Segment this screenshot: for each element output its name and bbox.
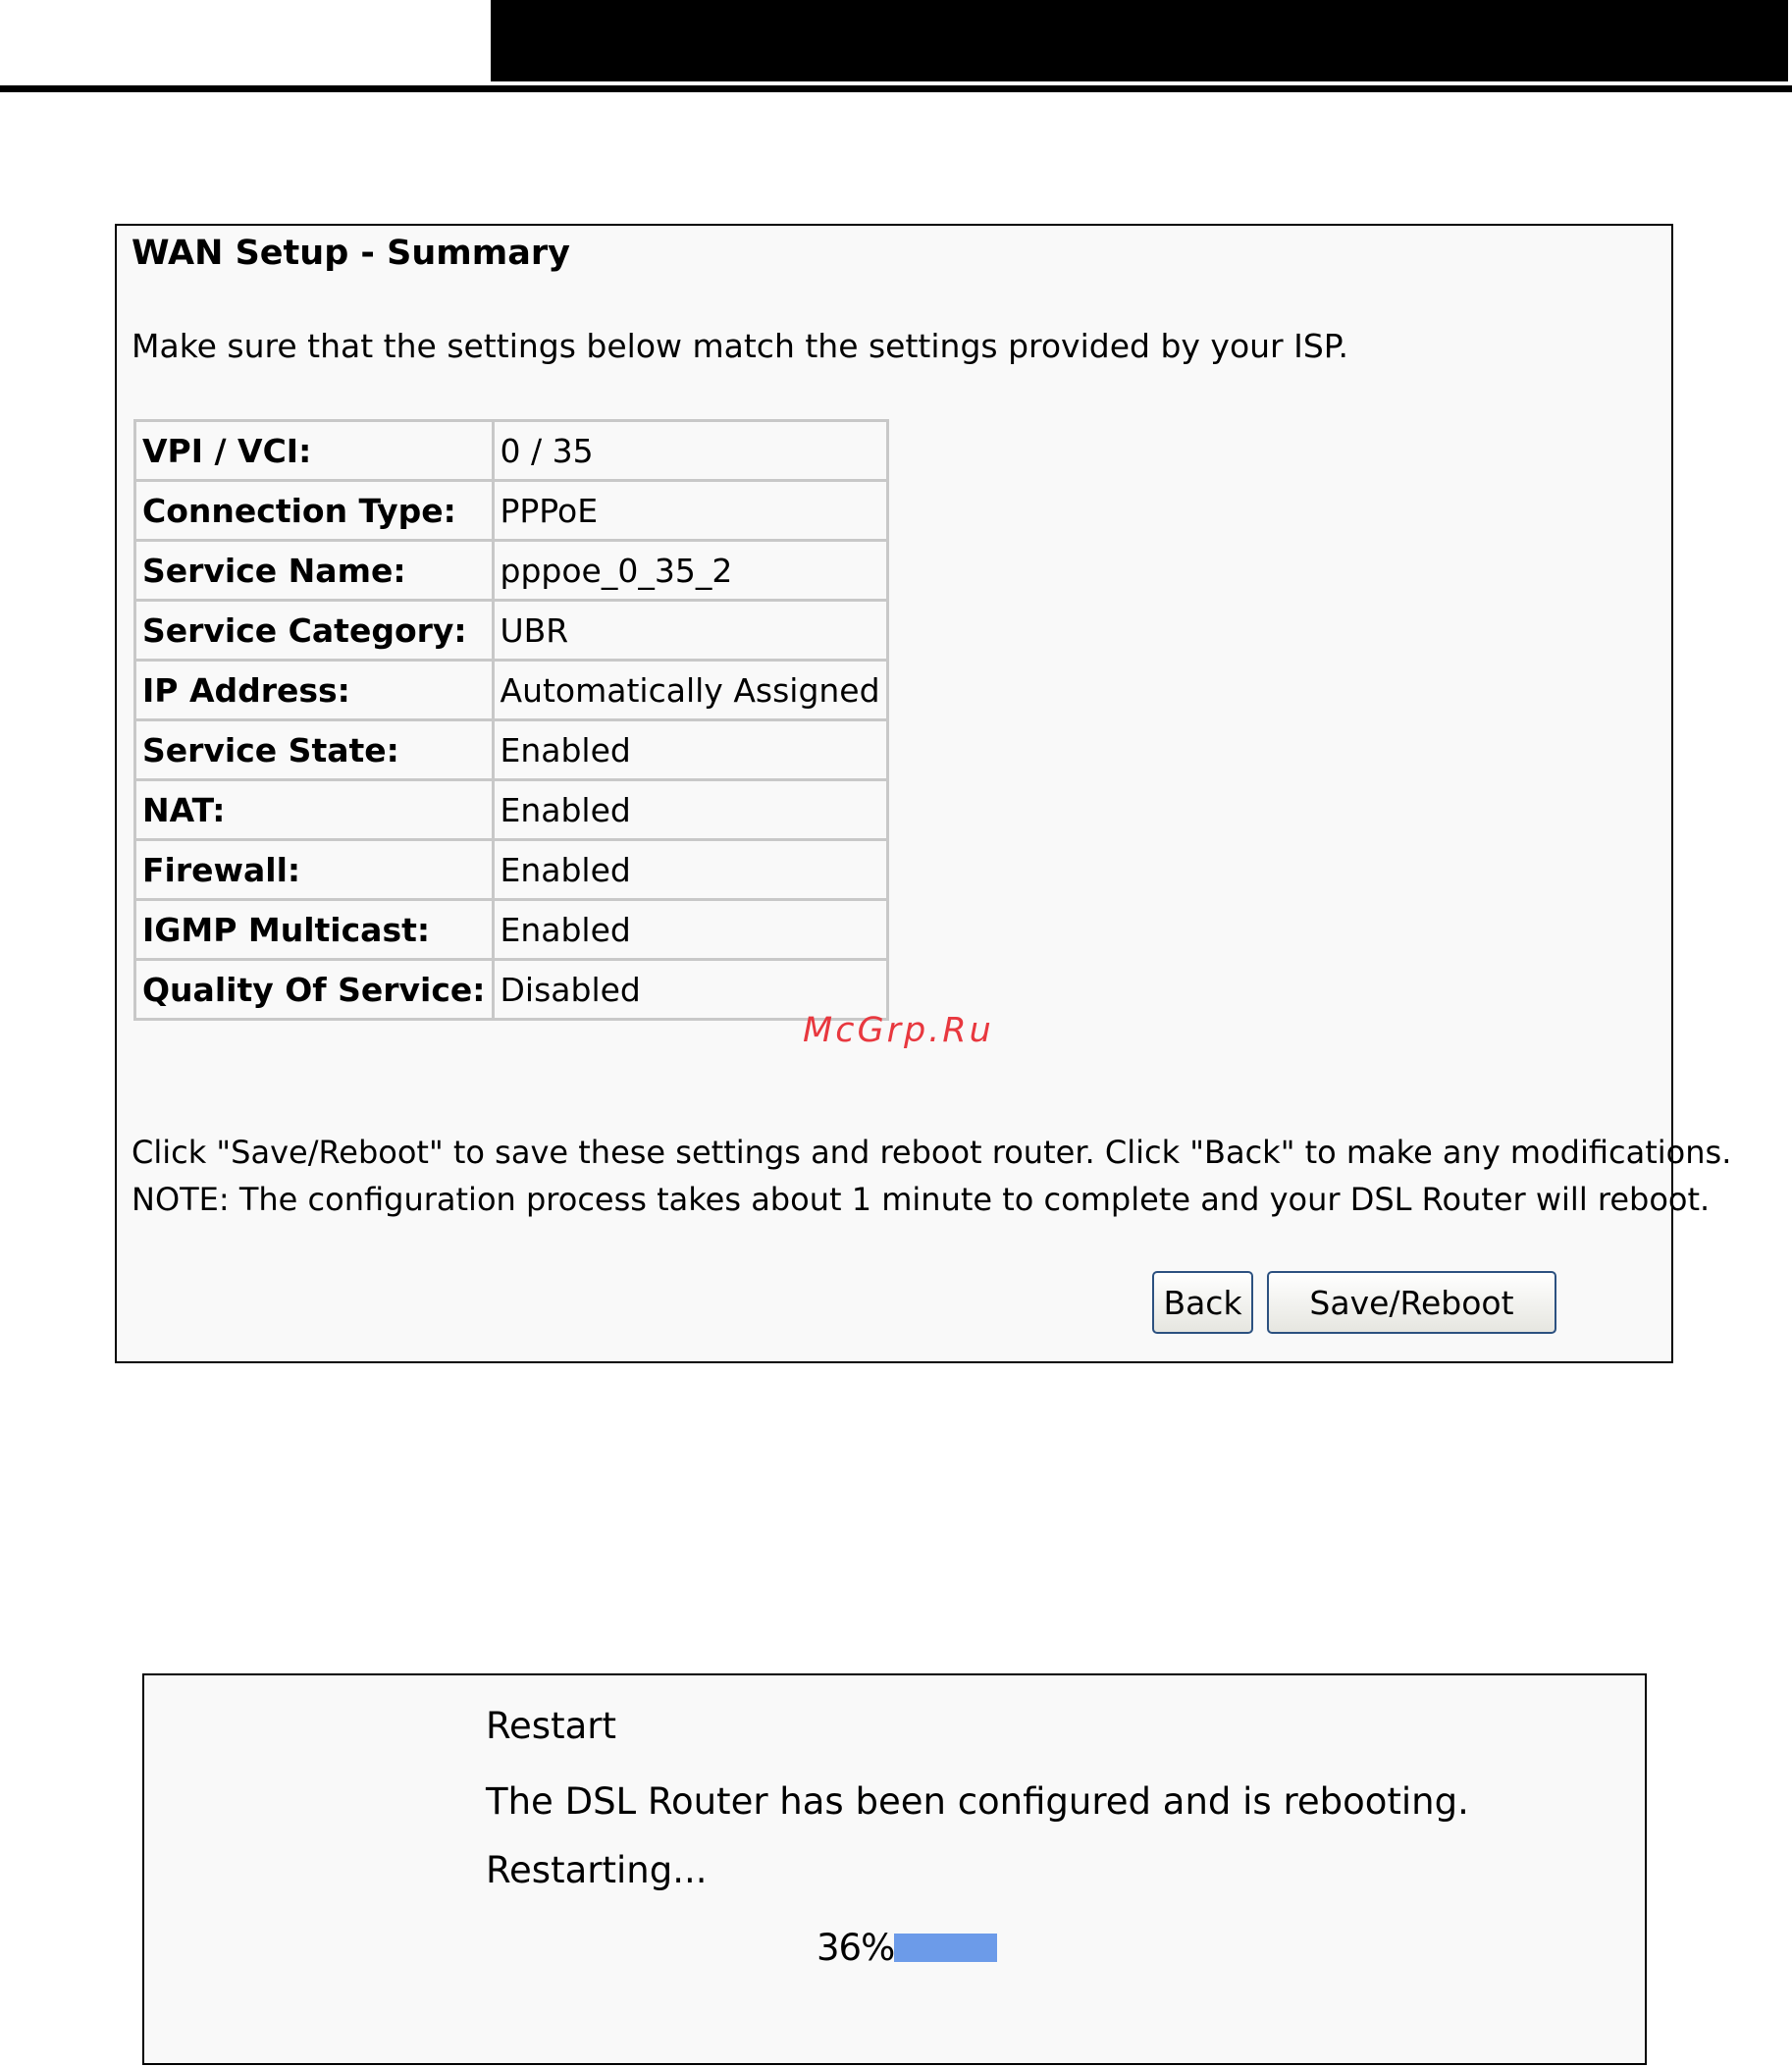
row-label: Firewall: bbox=[135, 840, 494, 900]
row-value: Enabled bbox=[493, 780, 887, 840]
summary-intro-text: Make sure that the settings below match the settings provided by your ISP. bbox=[132, 327, 1349, 365]
table-row bbox=[135, 421, 888, 481]
header-bar bbox=[491, 0, 1788, 81]
settings-table bbox=[133, 419, 889, 1021]
progress-indicator bbox=[817, 1924, 997, 1971]
row-label: NAT: bbox=[135, 780, 494, 840]
progress-bar bbox=[894, 1934, 997, 1962]
progress-percent: 36% bbox=[817, 1926, 895, 1969]
instructions-text bbox=[132, 1129, 1731, 1223]
row-label: Service Category: bbox=[135, 601, 494, 661]
table-row bbox=[135, 481, 888, 541]
save-reboot-button[interactable]: Save/Reboot bbox=[1267, 1271, 1556, 1334]
row-value: 0 / 35 bbox=[493, 421, 887, 481]
row-label: IP Address: bbox=[135, 661, 494, 720]
table-row bbox=[135, 541, 888, 601]
restart-panel bbox=[142, 1673, 1647, 2065]
restart-message: The DSL Router has been configured and is rebooting. bbox=[486, 1780, 1469, 1823]
instruction-line: Click "Save/Reboot" to save these settings and reboot router. Click "Back" to make any modifications. bbox=[132, 1134, 1732, 1171]
row-label: Service Name: bbox=[135, 541, 494, 601]
table-row bbox=[135, 780, 888, 840]
table-row bbox=[135, 720, 888, 780]
wan-summary-panel bbox=[115, 224, 1732, 1363]
restart-status: Restarting... bbox=[486, 1849, 708, 1891]
row-value: UBR bbox=[493, 601, 887, 661]
row-label: Service State: bbox=[135, 720, 494, 780]
note-line: NOTE: The configuration process takes about 1 minute to complete and your DSL Router will reboot. bbox=[132, 1181, 1711, 1218]
row-value: pppoe_0_35_2 bbox=[493, 541, 887, 601]
row-value: Disabled bbox=[493, 960, 887, 1020]
watermark-text: McGrp.Ru bbox=[803, 1011, 994, 1050]
header-rule bbox=[0, 85, 1792, 92]
row-value: Enabled bbox=[493, 720, 887, 780]
row-label: IGMP Multicast: bbox=[135, 900, 494, 960]
table-row bbox=[135, 661, 888, 720]
row-value: Enabled bbox=[493, 900, 887, 960]
table-row bbox=[135, 900, 888, 960]
row-label: Connection Type: bbox=[135, 481, 494, 541]
table-row bbox=[135, 960, 888, 1020]
row-value: Enabled bbox=[493, 840, 887, 900]
progress-bar-fill bbox=[894, 1934, 997, 1962]
table-row bbox=[135, 840, 888, 900]
row-value: PPPoE bbox=[493, 481, 887, 541]
back-button[interactable]: Back bbox=[1152, 1271, 1253, 1334]
restart-title: Restart bbox=[486, 1705, 616, 1747]
page-title: WAN Setup - Summary bbox=[132, 234, 570, 273]
row-label: Quality Of Service: bbox=[135, 960, 494, 1020]
table-row bbox=[135, 601, 888, 661]
row-label: VPI / VCI: bbox=[135, 421, 494, 481]
row-value: Automatically Assigned bbox=[493, 661, 887, 720]
